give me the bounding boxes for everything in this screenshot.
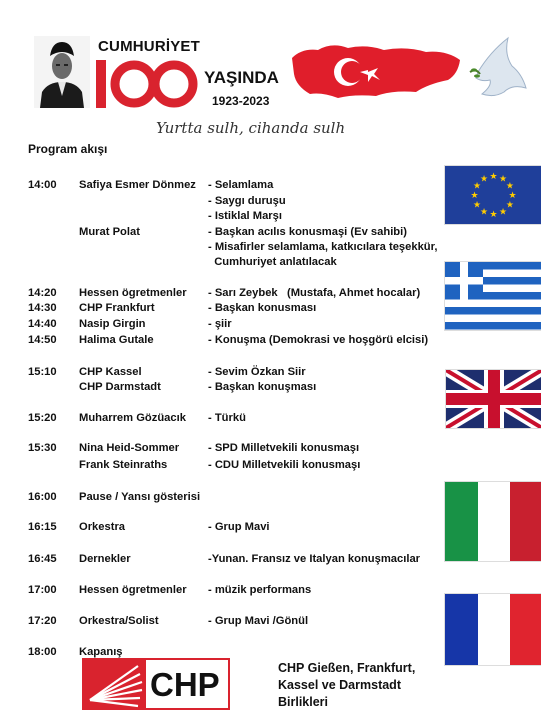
schedule-time: 14:50 (28, 334, 57, 346)
schedule-presenter: Kapanış (79, 646, 123, 658)
france-flag (444, 593, 541, 666)
hundred-graphic (94, 54, 202, 110)
union-jack (446, 370, 541, 428)
footer-organizations (278, 660, 415, 711)
schedule-presenter: Murat Polat (79, 226, 140, 238)
schedule-item: - Grup Mavi (208, 521, 270, 533)
schedule-presenter: Hessen ögretmenler (79, 584, 187, 596)
schedule-time: 16:00 (28, 491, 57, 503)
greece-flag (444, 261, 541, 331)
italy-flag (444, 481, 541, 562)
schedule-presenter: Halima Gutale (79, 334, 154, 346)
schedule-item: - müzik performans (208, 584, 312, 596)
eu-star-icon: ★ (505, 199, 514, 210)
schedule-time: 16:15 (28, 521, 57, 533)
schedule-item: - Başkan konusması (208, 302, 317, 314)
schedule-item: - Sevim Özkan Siir (208, 366, 306, 378)
schedule-item: - Istiklal Marşı (208, 210, 282, 222)
schedule-item: - CDU Milletvekili konusmaşı (208, 459, 361, 471)
eu-star-icon: ★ (498, 173, 508, 184)
eu-star-icon: ★ (505, 180, 514, 191)
schedule-item: - Başkan konuşması (208, 381, 317, 393)
schedule-time: 17:20 (28, 615, 57, 627)
ataturk-portrait (34, 36, 90, 108)
schedule-presenter: CHP Frankfurt (79, 302, 155, 314)
schedule-time: 18:00 (28, 646, 57, 658)
schedule-item: - Saygı duruşu (208, 195, 286, 207)
schedule-item: - Selamlama (208, 179, 274, 191)
schedule-time: 16:45 (28, 553, 57, 565)
schedule-presenter: Hessen ögretmenler (79, 287, 187, 299)
schedule-presenter: Nina Heid-Sommer (79, 442, 180, 454)
france-tricolor (445, 594, 541, 665)
schedule-time: 15:20 (28, 412, 57, 424)
schedule-item: - Misafirler selamlama, katkıcılara teşekkür, (208, 241, 438, 253)
header-banner (0, 0, 541, 140)
schedule-time: 17:00 (28, 584, 57, 596)
schedule-presenter: Frank Steinraths (79, 459, 168, 471)
eu-star-icon: ★ (473, 199, 482, 210)
italy-tricolor (445, 482, 541, 561)
uk-flag (445, 369, 541, 429)
schedule-item: - Başkan acılıs konusmaşi (Ev sahibi) (208, 226, 407, 238)
schedule-presenter: Muharrem Gözüacık (79, 412, 186, 424)
schedule-item: - SPD Milletvekili konusmaşı (208, 442, 360, 454)
years-text: 1923-2023 (212, 94, 270, 108)
schedule-presenter: Orkestra/Solist (79, 615, 159, 627)
banner-title: CUMHURİYET (98, 38, 200, 55)
chp-logo-text: CHP (150, 666, 220, 703)
footer-line-3: Birlikleri (278, 695, 329, 709)
schedule-presenter: Safiya Esmer Dönmez (79, 179, 196, 191)
schedule-item: - şiir (208, 318, 232, 330)
schedule-item: - Sarı Zeybek (Mustafa, Ahmet hocalar) (208, 287, 421, 299)
schedule-time: 14:20 (28, 287, 57, 299)
schedule-presenter: Dernekler (79, 553, 131, 565)
eu-star-icon: ★ (489, 209, 498, 219)
eu-star-icon: ★ (479, 173, 489, 184)
eu-star-icon: ★ (473, 180, 482, 191)
schedule-time: 14:30 (28, 302, 57, 314)
hundred-logo (94, 54, 202, 120)
schedule-time: 15:10 (28, 366, 57, 378)
chp-logo (82, 658, 230, 710)
program-title: Program akışı (28, 142, 108, 156)
greece-stripes (445, 262, 541, 330)
schedule-time: 14:40 (28, 318, 57, 330)
schedule-item: -Yunan. Fransız ve Italyan konuşmacılar (208, 553, 421, 565)
eu-star-icon: ★ (489, 171, 498, 181)
schedule-item: - Türkü (208, 412, 246, 424)
turkey-map-flag (288, 40, 464, 104)
schedule-presenter: CHP Darmstadt (79, 381, 161, 393)
schedule-item: Cumhuriyet anlatılacak (208, 256, 337, 268)
schedule-item: - Konuşma (Demokrasi ve hoşgörü elcisi) (208, 334, 429, 346)
footer-line-1: CHP Gießen, Frankfurt, (278, 661, 416, 675)
yasinda-text: YAŞINDA (204, 68, 279, 87)
schedule-presenter: CHP Kassel (79, 366, 142, 378)
schedule-presenter: Orkestra (79, 521, 126, 533)
eu-star-icon: ★ (470, 190, 479, 200)
schedule-presenter: Nasip Girgin (79, 318, 146, 330)
eu-star-icon: ★ (508, 190, 517, 200)
six-arrows-icon (84, 660, 146, 708)
eu-stars-icon (445, 166, 541, 224)
eu-flag (444, 165, 541, 225)
schedule-item: - Grup Mavi /Gönül (208, 615, 309, 627)
schedule-time: 15:30 (28, 442, 57, 454)
schedule-time: 14:00 (28, 179, 57, 191)
eu-star-icon: ★ (498, 206, 508, 217)
motto-text: Yurtta sulh, cihanda sulh (156, 119, 346, 137)
footer-line-2: Kassel ve Darmstadt (278, 678, 401, 692)
eu-star-icon: ★ (479, 206, 489, 217)
schedule-presenter: Pause / Yansı gösterisi (79, 491, 201, 503)
dove-icon (468, 32, 530, 108)
